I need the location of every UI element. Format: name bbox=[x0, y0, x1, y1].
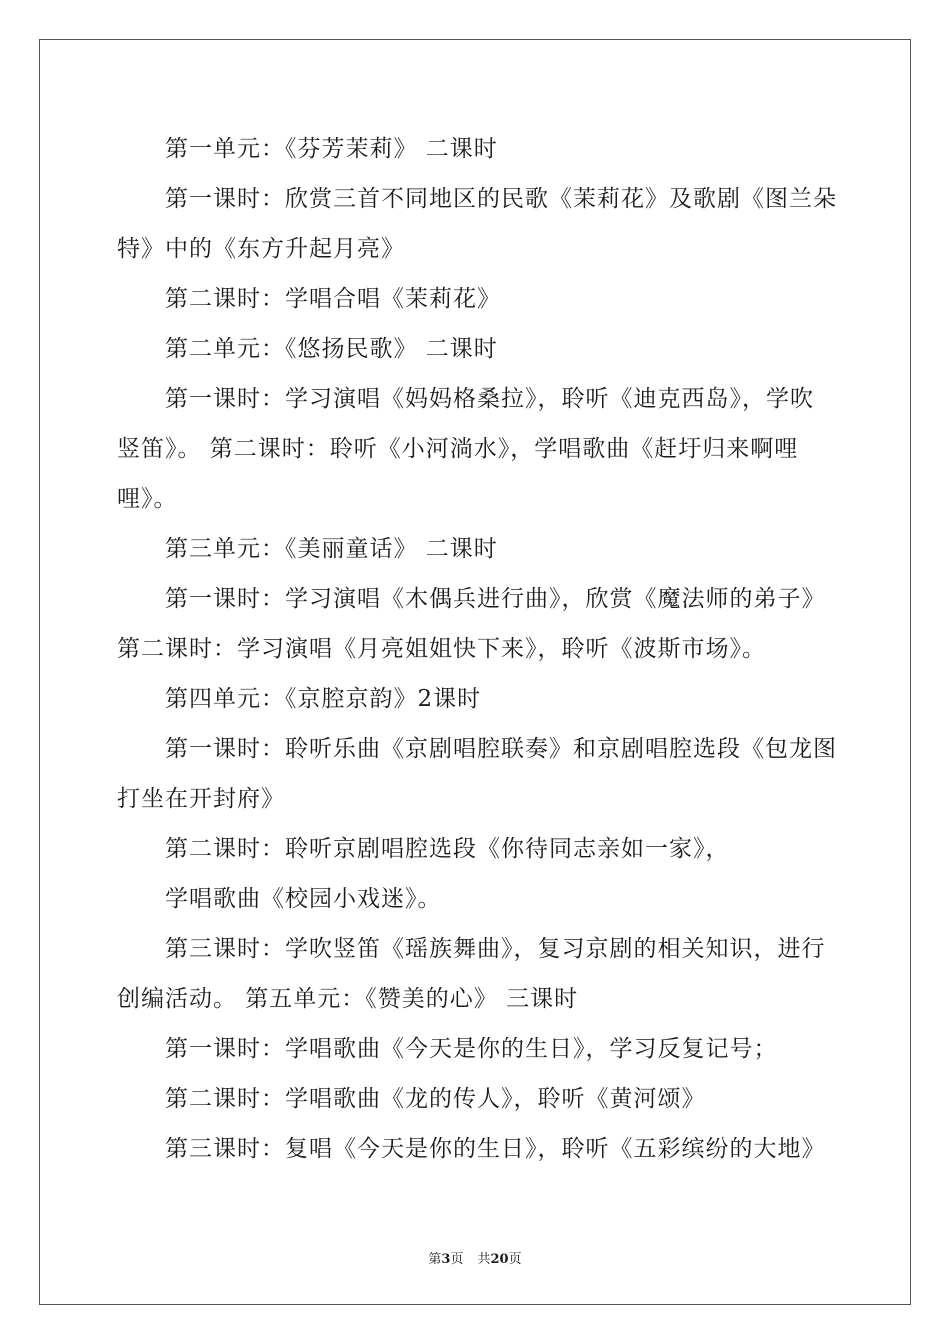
unit-1-lesson-2: 第二课时：学唱合唱《茉莉花》 bbox=[165, 286, 501, 312]
total-suffix: 页 bbox=[508, 1252, 522, 1267]
unit-5-lesson-2: 第二课时：学唱歌曲《龙的传人》，聆听《黄河颂》 bbox=[165, 1086, 706, 1112]
page-prefix: 第 bbox=[428, 1252, 442, 1267]
unit-5-lesson-3: 第三课时：复唱《今天是你的生日》，聆听《五彩缤纷的大地》 bbox=[165, 1136, 826, 1162]
page-suffix: 页 bbox=[450, 1252, 464, 1267]
unit-1-heading: 第一单元：《芬芳茉莉》 二课时 bbox=[165, 136, 498, 162]
unit-3-lessons: 第一课时：学习演唱《木偶兵进行曲》，欣赏《魔法师的弟子》 第二课时：学习演唱《月亮姐姐快下来》，聆听《波斯市场》。 bbox=[117, 586, 826, 662]
page-number: 3 bbox=[441, 1252, 451, 1267]
unit-5-lesson-1: 第一课时：学唱歌曲《今天是你的生日》，学习反复记号； bbox=[165, 1036, 778, 1062]
unit-2-heading: 第二单元：《悠扬民歌》 二课时 bbox=[165, 336, 498, 362]
unit-4-lesson-2: 第二课时：聆听京剧唱腔选段《你待同志亲如一家》， bbox=[165, 836, 730, 862]
unit-4-lesson-1: 第一课时：聆听乐曲《京剧唱腔联奏》和京剧唱腔选段《包龙图打坐在开封府》 bbox=[117, 736, 837, 812]
page-footer bbox=[0, 1248, 950, 1267]
document-body bbox=[117, 124, 837, 1174]
unit-1-lesson-1: 第一课时：欣赏三首不同地区的民歌《茉莉花》及歌剧《图兰朵特》中的《东方升起月亮》 bbox=[117, 186, 837, 262]
unit-2-lessons: 第一课时：学习演唱《妈妈格桑拉》，聆听《迪克西岛》，学吹竖笛》。 第二课时：聆听《小河淌水》，学唱歌曲《赶圩归来啊哩哩》。 bbox=[117, 386, 814, 512]
total-pages: 20 bbox=[490, 1252, 509, 1267]
unit-4-lesson-3: 第三课时：学吹竖笛《瑶族舞曲》，复习京剧的相关知识，进行创编活动。 第五单元：《赞美的心》 三课时 bbox=[117, 936, 826, 1012]
unit-3-heading: 第三单元：《美丽童话》 二课时 bbox=[165, 536, 498, 562]
total-prefix: 共 bbox=[477, 1252, 491, 1267]
unit-4-heading: 第四单元：《京腔京韵》2课时 bbox=[165, 686, 482, 712]
unit-4-lesson-2-cont: 学唱歌曲《校园小戏迷》。 bbox=[165, 886, 442, 912]
